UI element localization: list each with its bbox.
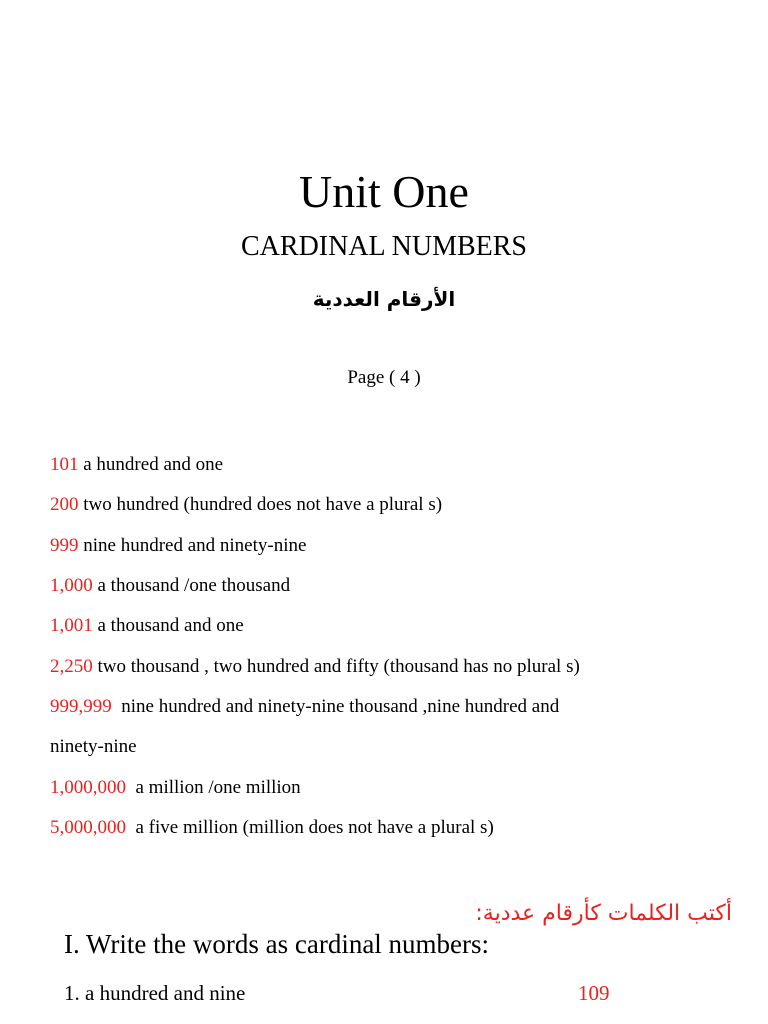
arabic-title: الأرقام العددية [312, 287, 456, 311]
cardinal-number: 5,000,000 [50, 817, 126, 838]
exercise-answer: 109 [578, 981, 610, 1005]
number-in-words: a thousand /one thousand [92, 575, 291, 596]
unit-title: Unit One [299, 166, 469, 217]
list-item-continuation [50, 734, 137, 760]
number-in-words: nine hundred and ninety-nine [78, 535, 307, 556]
number-in-words: two hundred (hundred does not have a plural s) [78, 494, 443, 515]
list-item [50, 775, 301, 801]
cardinal-number: 999 [50, 535, 79, 556]
list-item [50, 694, 559, 720]
number-in-words: ninety-nine [50, 736, 137, 757]
list-item [50, 815, 494, 841]
exercise-heading: I. Write the words as cardinal numbers: [64, 929, 490, 959]
page-label: Page ( 4 ) [347, 367, 421, 388]
number-in-words: two thousand , two hundred and fifty (thousand has no plural s) [92, 656, 580, 677]
cardinal-number: 1,000,000 [50, 777, 126, 798]
number-in-words: nine hundred and ninety-nine thousand ,nine hundred and [111, 696, 560, 717]
cardinal-number: 999,999 [50, 696, 112, 717]
number-in-words: a thousand and one [92, 615, 244, 636]
list-item [50, 492, 442, 518]
list-item [50, 452, 223, 478]
cardinal-number: 200 [50, 494, 79, 515]
exercise-question: 1. a hundred and nine [64, 981, 246, 1005]
list-item [50, 613, 244, 639]
cardinal-number: 101 [50, 454, 79, 475]
list-item [50, 573, 290, 599]
cardinal-number: 1,001 [50, 615, 93, 636]
cardinal-number: 2,250 [50, 656, 93, 677]
number-in-words: a million /one million [126, 777, 301, 798]
unit-subtitle: CARDINAL NUMBERS [241, 231, 527, 262]
number-in-words: a hundred and one [78, 454, 224, 475]
number-in-words: a five million (million does not have a plural s) [126, 817, 494, 838]
list-item [50, 654, 580, 680]
cardinal-number: 1,000 [50, 575, 93, 596]
list-item [50, 533, 306, 559]
exercise-instruction-arabic: أكتب الكلمات كأرقام عددية: [475, 901, 732, 926]
